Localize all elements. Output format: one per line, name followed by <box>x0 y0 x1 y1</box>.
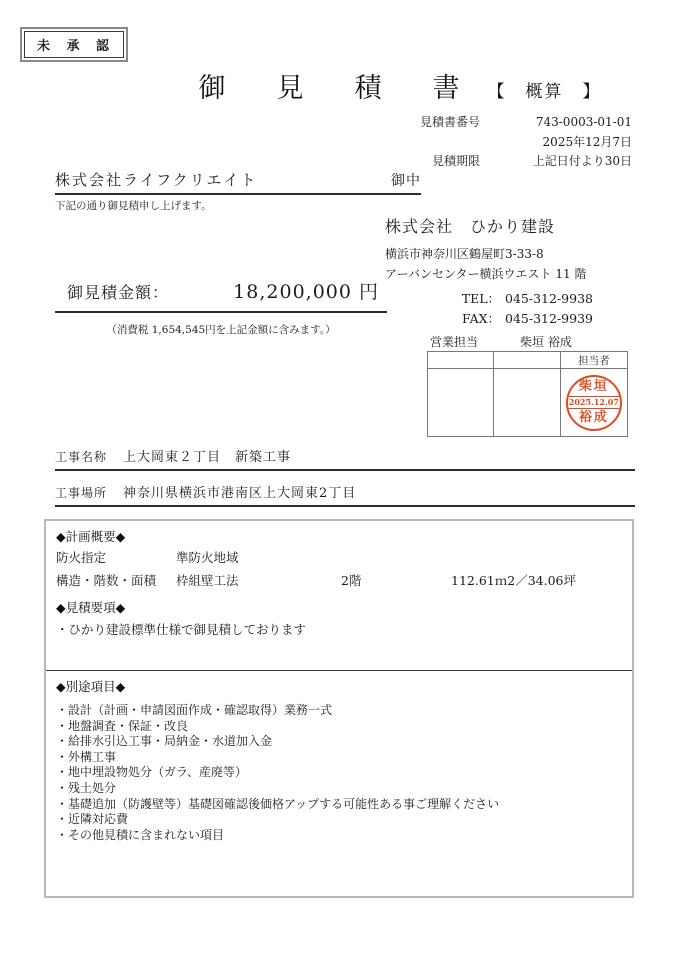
issuer-company-name: 株式会社 ひかり建設 <box>385 217 556 236</box>
fax-value: 045-312-9939 <box>505 311 593 326</box>
amount-line <box>55 277 387 313</box>
structure-row <box>56 570 622 593</box>
estimate-number-row <box>392 113 632 133</box>
separate-item: ・設計（計画・申請図面作成・確認取得）業務一式 <box>56 703 333 717</box>
document-title-sub: 【 概算 】 <box>487 82 602 102</box>
contact-block <box>400 289 635 329</box>
structure-area: 112.61ｍ2／34.06坪 <box>451 572 576 588</box>
person-in-charge-label: 担当者 <box>578 354 610 367</box>
separate-item: ・その他見積に含まれない項目 <box>56 827 225 842</box>
fax-label: FAX： <box>461 311 500 326</box>
sales-contact-label: 営業担当 <box>430 335 479 349</box>
stamp-header-cell-3 <box>561 352 627 369</box>
stamp-body-cell-3 <box>561 369 627 436</box>
estimate-number-label: 見積書番号 <box>419 115 480 129</box>
hanko-given-name: 裕成 <box>578 410 609 425</box>
estimate-validity-value: 上記日付より30日 <box>532 154 632 168</box>
document-title-main: 御 見 積 書 <box>198 73 472 104</box>
document-title <box>180 66 620 105</box>
estimate-validity-row <box>392 152 632 172</box>
estimate-meta <box>392 113 632 172</box>
stamp-body-cell-1 <box>428 369 494 436</box>
fire-designation-value: 準防火地域 <box>176 550 239 565</box>
structure-method: 枠組壁工法 <box>176 572 239 588</box>
project-name-value: 上大岡東２丁目 新築工事 <box>123 450 292 465</box>
amount-value: 18,200,000 円 <box>233 281 379 303</box>
unapproved-stamp-box <box>20 27 128 62</box>
tel-value: 045-312-9938 <box>505 291 593 306</box>
project-place-value: 神奈川県横浜市港南区上大岡東2丁目 <box>123 486 357 501</box>
structure-label: 構造・階数・面積 <box>56 572 157 588</box>
estimate-terms-item: ・ひかり建設標準仕様で御見積しております <box>56 622 307 637</box>
fire-designation-label: 防火指定 <box>56 550 107 565</box>
structure-floors: 2階 <box>341 572 362 588</box>
plan-overview-section <box>46 521 632 592</box>
project-name-row <box>55 446 635 471</box>
tax-note: （消費税 1,654,545円を上記金額に含みます。） <box>106 324 336 336</box>
estimate-date-label <box>392 133 480 153</box>
hanko-surname: 柴垣 <box>578 379 609 394</box>
separate-item: ・地盤調査・保証・改良 <box>56 718 189 733</box>
separate-item: ・残土処分 <box>56 780 117 795</box>
separate-items-list <box>56 703 622 843</box>
stamp-header-cell-2 <box>494 352 560 369</box>
estimate-number-value: 743-0003-01-01 <box>535 115 632 129</box>
customer-honorific: 御中 <box>391 173 421 189</box>
separate-item: ・外構工事 <box>56 749 117 764</box>
stamp-header-cell-1 <box>428 352 494 369</box>
customer-block <box>55 169 421 213</box>
fax-row <box>400 309 635 329</box>
fire-designation-row <box>56 547 622 570</box>
estimate-date-value: 2025年12月7日 <box>542 134 632 149</box>
tel-label: TEL： <box>461 291 500 306</box>
issuer-block <box>385 214 640 284</box>
amount-label: 御見積金額： <box>67 283 170 302</box>
separate-items-section <box>46 671 632 843</box>
issuer-address-line1: 横浜市神奈川区鶴屋町3-33-8 <box>385 247 544 261</box>
separate-items-heading: ◆別途項目◆ <box>56 679 126 694</box>
issuer-address-line2: アーバンセンター横浜ウエスト 11 階 <box>385 267 587 281</box>
separate-item: ・地中埋設物処分（ガラ、産廃等） <box>56 765 248 780</box>
sales-contact-row <box>430 333 630 350</box>
hanko-date: 2025.12.07 <box>568 397 619 407</box>
project-name-label: 工事名称 <box>55 450 108 464</box>
approval-stamp-table <box>427 351 628 437</box>
hanko-seal <box>566 375 622 431</box>
estimate-date-row <box>392 133 632 153</box>
details-box <box>44 519 634 898</box>
separate-item: ・給排水引込工事・局納金・水道加入金 <box>56 734 273 749</box>
separate-item: ・基礎追加（防護壁等）基礎図確認後価格アップする可能性ある事ご理解ください <box>56 796 500 811</box>
customer-name: 株式会社ライフクリエイト <box>55 171 258 189</box>
sales-contact-name: 柴垣 裕成 <box>520 335 572 349</box>
estimate-terms-section <box>46 592 632 670</box>
estimate-terms-heading: ◆見積要項◆ <box>56 600 126 615</box>
project-place-label: 工事場所 <box>55 486 108 500</box>
separate-item: ・近隣対応費 <box>56 812 129 827</box>
stamp-body-cell-2 <box>494 369 560 436</box>
tel-row <box>400 289 635 309</box>
project-place-row <box>55 482 635 507</box>
plan-overview-heading: ◆計画概要◆ <box>56 529 126 544</box>
amount-block <box>55 277 387 337</box>
customer-name-line <box>55 169 421 195</box>
greeting-text: 下記の通り御見積申し上げます。 <box>55 200 212 212</box>
unapproved-stamp-label: 未 承 認 <box>24 31 124 58</box>
estimate-validity-label: 見積期限 <box>431 154 480 168</box>
